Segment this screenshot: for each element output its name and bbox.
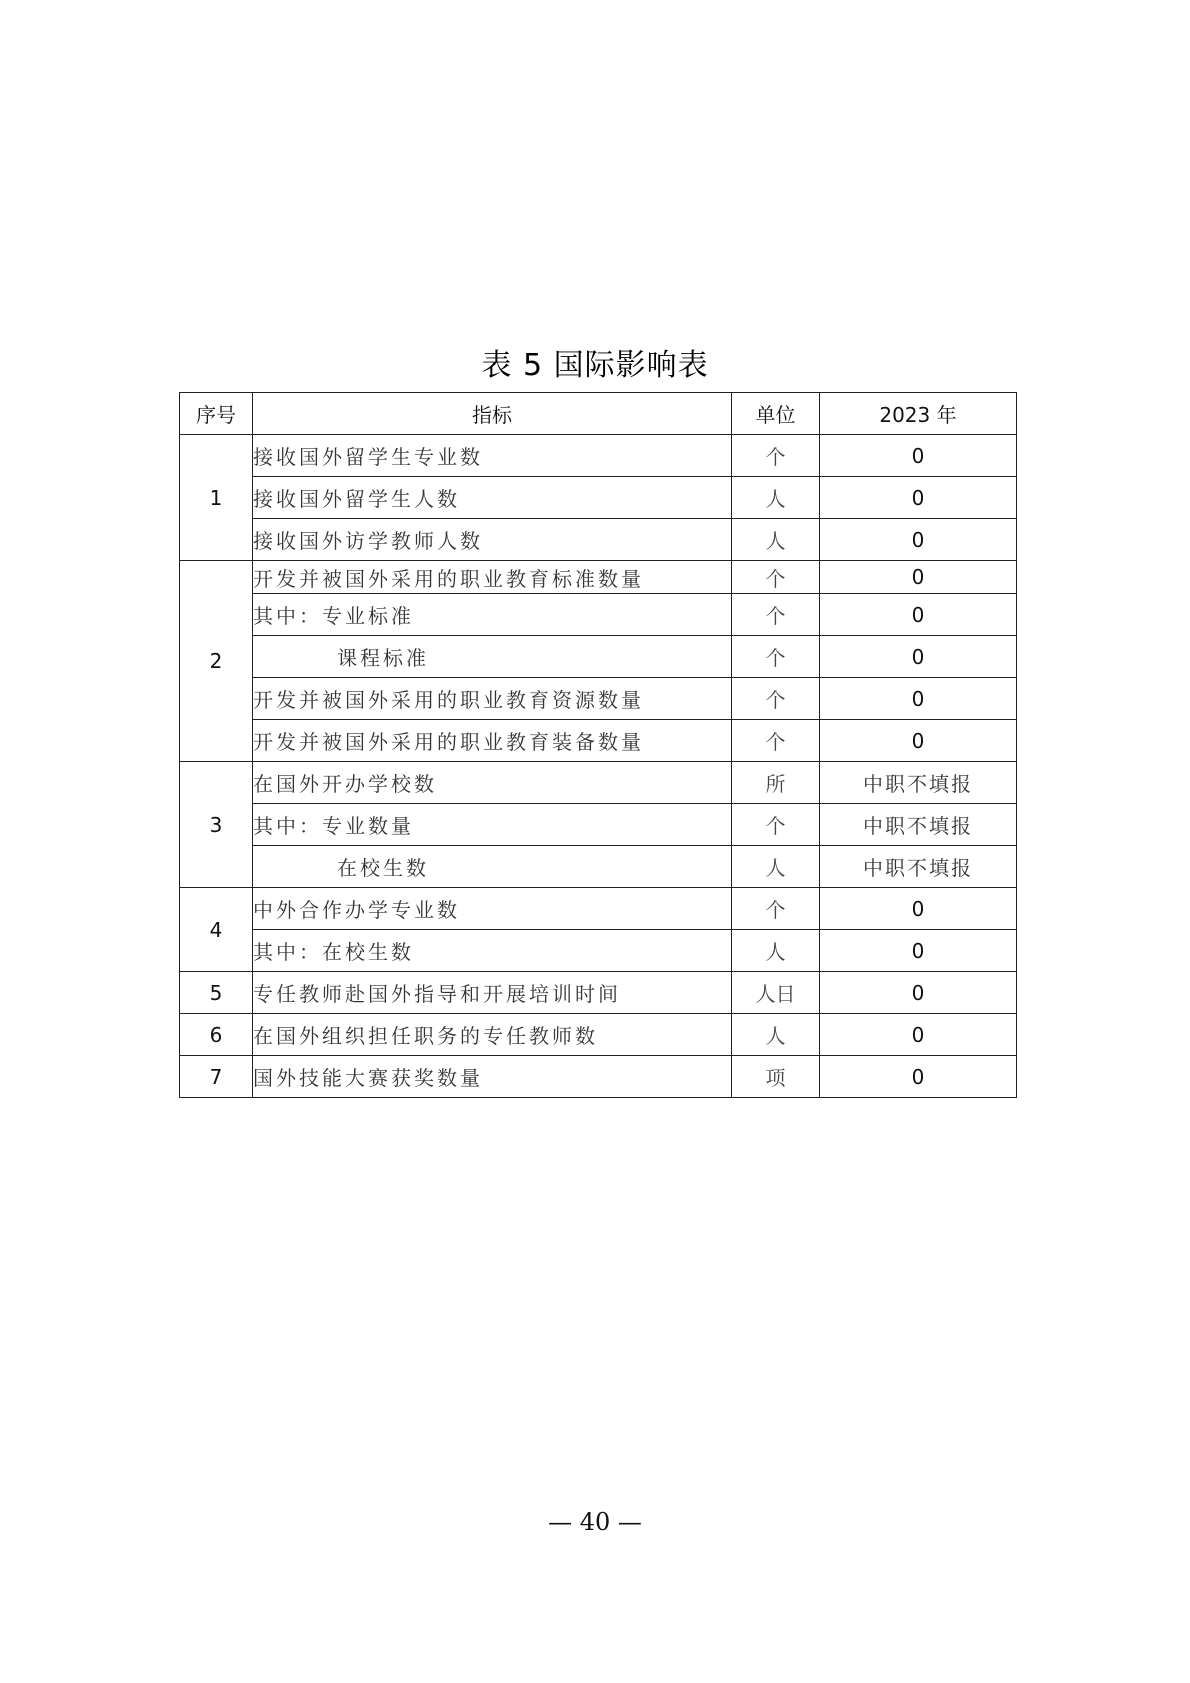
header-seq: 序号 bbox=[180, 393, 253, 435]
row-unit: 人 bbox=[732, 930, 820, 972]
header-unit: 单位 bbox=[732, 393, 820, 435]
row-indicator: 在国外开办学校数 bbox=[253, 762, 732, 804]
row-value: 0 bbox=[820, 888, 1017, 930]
row-unit: 个 bbox=[732, 678, 820, 720]
row-indicator: 开发并被国外采用的职业教育装备数量 bbox=[253, 720, 732, 762]
row-value: 0 bbox=[820, 594, 1017, 636]
table-row bbox=[180, 720, 1017, 762]
table-row bbox=[180, 1014, 1017, 1056]
row-value: 中职不填报 bbox=[820, 804, 1017, 846]
table-row bbox=[180, 804, 1017, 846]
row-seq: 5 bbox=[180, 972, 253, 1014]
row-indicator: 其中：专业标准 bbox=[253, 594, 732, 636]
table-row bbox=[180, 972, 1017, 1014]
row-value: 0 bbox=[820, 561, 1017, 594]
row-unit: 个 bbox=[732, 561, 820, 594]
row-unit: 人日 bbox=[732, 972, 820, 1014]
row-unit: 所 bbox=[732, 762, 820, 804]
table-row bbox=[180, 930, 1017, 972]
header-year: 2023 年 bbox=[820, 393, 1017, 435]
row-unit: 个 bbox=[732, 435, 820, 477]
table-row bbox=[180, 636, 1017, 678]
table-row bbox=[180, 519, 1017, 561]
row-indicator: 专任教师赴国外指导和开展培训时间 bbox=[253, 972, 732, 1014]
row-indicator: 在国外组织担任职务的专任教师数 bbox=[253, 1014, 732, 1056]
row-value: 0 bbox=[820, 519, 1017, 561]
row-indicator: 在校生数 bbox=[253, 846, 732, 888]
row-unit: 个 bbox=[732, 888, 820, 930]
row-value: 中职不填报 bbox=[820, 762, 1017, 804]
international-influence-table bbox=[179, 392, 1017, 1098]
table-row bbox=[180, 888, 1017, 930]
row-unit: 人 bbox=[732, 1014, 820, 1056]
row-seq: 4 bbox=[180, 888, 253, 972]
table-row bbox=[180, 477, 1017, 519]
row-unit: 项 bbox=[732, 1056, 820, 1098]
row-indicator: 接收国外留学生专业数 bbox=[253, 435, 732, 477]
row-unit: 人 bbox=[732, 519, 820, 561]
row-indicator: 国外技能大赛获奖数量 bbox=[253, 1056, 732, 1098]
table-row bbox=[180, 846, 1017, 888]
row-value: 0 bbox=[820, 636, 1017, 678]
row-indicator: 中外合作办学专业数 bbox=[253, 888, 732, 930]
row-unit: 人 bbox=[732, 477, 820, 519]
row-value: 0 bbox=[820, 477, 1017, 519]
row-indicator: 开发并被国外采用的职业教育标准数量 bbox=[253, 561, 732, 594]
row-seq: 1 bbox=[180, 435, 253, 561]
row-indicator: 接收国外留学生人数 bbox=[253, 477, 732, 519]
table-row bbox=[180, 435, 1017, 477]
row-unit: 个 bbox=[732, 804, 820, 846]
row-unit: 个 bbox=[732, 594, 820, 636]
row-unit: 人 bbox=[732, 846, 820, 888]
row-unit: 个 bbox=[732, 720, 820, 762]
table-row bbox=[180, 678, 1017, 720]
row-indicator: 接收国外访学教师人数 bbox=[253, 519, 732, 561]
row-seq: 7 bbox=[180, 1056, 253, 1098]
row-value: 0 bbox=[820, 435, 1017, 477]
table-row bbox=[180, 594, 1017, 636]
table-row bbox=[180, 762, 1017, 804]
table-row bbox=[180, 1056, 1017, 1098]
row-seq: 6 bbox=[180, 1014, 253, 1056]
table-header-row bbox=[180, 393, 1017, 435]
row-indicator: 课程标准 bbox=[253, 636, 732, 678]
row-value: 0 bbox=[820, 1056, 1017, 1098]
row-value: 中职不填报 bbox=[820, 846, 1017, 888]
page-number: — 40 — bbox=[548, 1508, 642, 1536]
row-value: 0 bbox=[820, 720, 1017, 762]
row-value: 0 bbox=[820, 1014, 1017, 1056]
row-seq: 2 bbox=[180, 561, 253, 762]
table-row bbox=[180, 561, 1017, 594]
table-title: 表 5 国际影响表 bbox=[481, 348, 709, 383]
row-indicator: 其中：在校生数 bbox=[253, 930, 732, 972]
row-value: 0 bbox=[820, 972, 1017, 1014]
row-seq: 3 bbox=[180, 762, 253, 888]
header-indicator: 指标 bbox=[253, 393, 732, 435]
row-indicator: 开发并被国外采用的职业教育资源数量 bbox=[253, 678, 732, 720]
row-value: 0 bbox=[820, 930, 1017, 972]
row-indicator: 其中：专业数量 bbox=[253, 804, 732, 846]
row-unit: 个 bbox=[732, 636, 820, 678]
row-value: 0 bbox=[820, 678, 1017, 720]
